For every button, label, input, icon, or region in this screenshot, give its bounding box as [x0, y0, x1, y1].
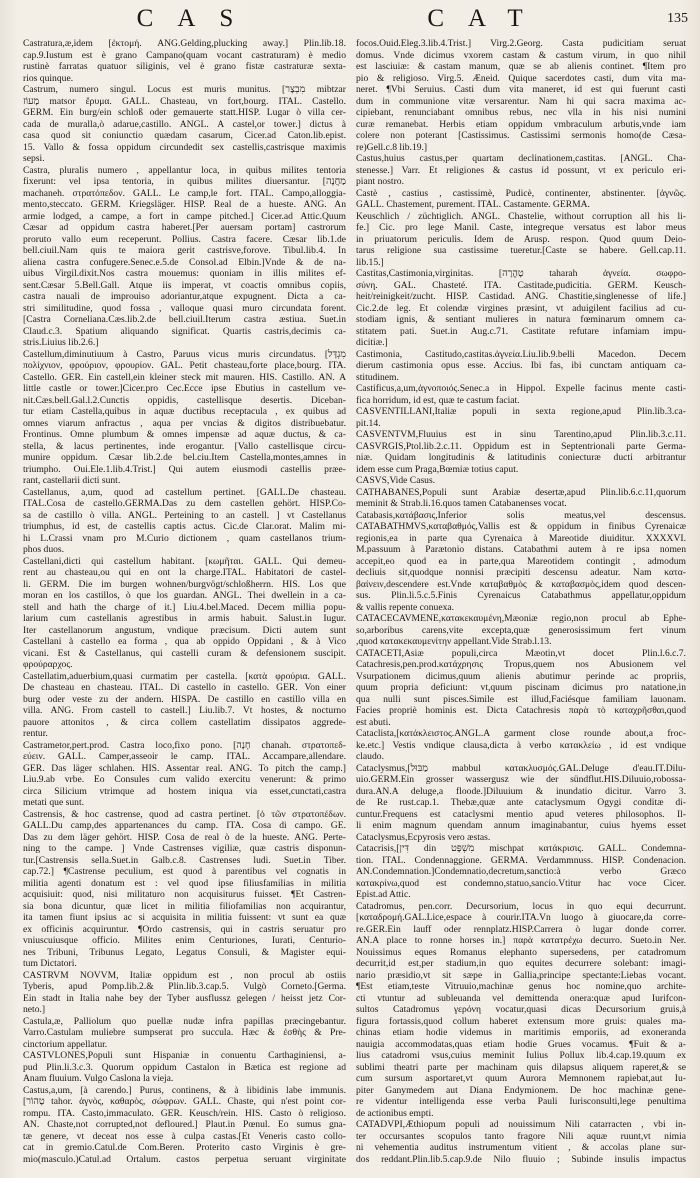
text-line: Vsurpationem dicimus,quum alienis abutimur perinde ac propriis,: [356, 670, 686, 682]
text-line: so,arboribus carens,vite excepta,quæ generosissimum fert vinum: [356, 624, 686, 636]
text-line: Liu.9.ab vrbe. Eo Consules cum valido exercitu venerunt: & primo: [23, 774, 346, 785]
text-line: ning to the campe. ] Vnde Castrenses vigiliæ, quæ castris disponun-: [23, 843, 346, 854]
text-line: Cataclysmus,[מַבּוּל mabbul κατακλυσμός.GAL.Deluge d'eau.IT.Dilu-: [356, 762, 686, 774]
text-line: lib.15.]: [356, 256, 384, 268]
text-line: uibus Virgil.dixit.Nos castra mouemus: quoniam in illis milites ef-: [23, 268, 346, 279]
text-line: Castellatim,aduerbium,quasi curmatim per castella. [κατὰ φρούρια. GALL.: [23, 670, 346, 682]
text-line: pit.14.: [356, 417, 381, 429]
text-line: Frontinus. Omne plumbum & omnes impensæ ad aquæ ductus, & ca-: [23, 429, 346, 440]
text-line: omnes viarum anfractus , aqua per vncias & digitos distribuebatur.: [23, 417, 346, 429]
text-line: Castellani à castello ea forma , qua ab oppido Oppidani , & à Vico: [23, 636, 346, 647]
text-line: sa de castillo ò villa. ANGL. Perteining to an castell. ] vt Castellanus: [23, 509, 346, 521]
text-line: rompu. ITA. Casto,immaculato. GER. Keusch/rein. HIS. Casto ò religioso.: [23, 1107, 346, 1119]
text-line: dum in communione vitæ versarentur. Nam hi qui sacra maxima ac-: [356, 95, 686, 107]
text-line: Castificus,a,um,ἁγνοποιός.Senec.a in Hippol. Expelle facinus mente casti-: [356, 383, 686, 394]
text-line: niæ. Quidam longitudinis & latitudinis coniecturæ ducti arbitrantur: [356, 452, 686, 463]
text-line: sepsi.: [23, 153, 45, 164]
text-line: ter occursantes scopulos tanto fragore Nili aquæ ruunt,vt nimia: [356, 1130, 686, 1142]
text-line: pauore attonitos , & circa collem castellatim dissipatos aggrede-: [23, 716, 346, 728]
text-line: ke.etc.] Vestis vndique clausa,dicta à verbo κατακλείω , id est vndique: [356, 739, 686, 751]
text-line: CASTVLONES,Populi sunt Hispaniæ in conuentu Carthaginiensi, a-: [23, 1050, 346, 1061]
text-line: κατακρίνω,quod est condemno,statuo,sancio.Vtitur hac voce Cicer.: [356, 877, 686, 889]
text-line: Anam fluuium. Vulgo Caslona la vieja.: [23, 1073, 174, 1084]
text-line: regionis,ea in parte qua Cyrenaica à Mareotide diuiditur. XXXXVI.: [356, 532, 686, 544]
text-line: Das zu dem läger gehört. HISP. Cosa de real ò de la hueste. ANG. Perte-: [23, 831, 346, 843]
text-line: rent au chasteau,ou qui en ont la charge.ITAL. Habitatori de castel-: [23, 567, 346, 578]
text-line: stitatem pati. Suet.in Aug.c.71. Castitate refutare infamiam impu-: [356, 325, 686, 337]
text-line: Cataclysmus,Ecpyrosis vero æstas.: [356, 831, 491, 843]
text-line: dicitiæ.]: [356, 337, 388, 348]
text-line: AN. Chaste,not corrupted,not defloured.] Plaut.in Pœnul. Eo sumus gna-: [23, 1119, 346, 1130]
text-line: cap.72.] ¶Castrense peculium, est quod à parentibus vel cognatis in: [23, 866, 346, 877]
running-head-left: CAS: [136, 5, 258, 32]
text-line: uio.GERM.Ein grosser wassergusz wie der sündflut.HIS.Diluuio,robossa-: [356, 774, 686, 785]
text-line: GALL.Du camp,des appartenances du camp. ITA. Cosa di campo. GE.: [23, 820, 346, 831]
text-line: εύειν. GALL. Camper,asseoir le camp. ITAL. Accampare,allendare.: [23, 751, 346, 762]
text-line: sent.Cæsar 5.Bell.Gall. Atque iis imperat, vt coactis omnibus copiis,: [23, 279, 346, 291]
text-line: metati que sunt.: [23, 797, 85, 808]
text-line: domus. Vnde dicimus vxorem castam & castum virum, in quo nihil: [356, 49, 686, 61]
text-line: ex officinis acquiruntur. ¶Ordo castrensis, qui in castris seruatur pro: [23, 923, 346, 935]
text-line: Epist.ad Attic.: [356, 889, 411, 900]
text-line: Catadromus, pen.corr. Decursorium, locus in quo equi decurrunt.: [356, 900, 686, 912]
text-line: Castrametor,pert.prod. Castra loco,fixo pono. [חָנָה chanah. στρατοπεδ-: [23, 739, 346, 751]
text-line: est abuti.: [356, 716, 391, 728]
text-line: chinas etiam hodie videmus in maritimis emporiis, ad exoneranda: [356, 1027, 686, 1038]
text-line: bell.ciuil.Nam quis te maiora gerit castrisve,forove. Tibul.lib.4. In: [23, 245, 346, 256]
text-line: larium cum castellanis agrestibus in armis habuit. Salust.in Iugur.: [23, 613, 346, 624]
text-line: מָעוֹז matsor ἔρυμα. GALL. Chasteau, vn fort,bourg. ITAL. Castello.: [23, 95, 346, 107]
text-line: accepit,eo quod ea in parte,qua Mareotidem contingit , admodum: [356, 555, 686, 567]
text-line: armie lodged, a campe, a fort in campe pitched.] Cicer.ad Attic.Quum: [23, 210, 346, 222]
text-line: σύνη. GAL. Chasteté. ITA. Castitade,pudicitia. GERM. Keusch-: [356, 279, 686, 291]
text-line: piter Ganymedem aut Diana Endymionem. De hoc machinæ gene-: [356, 1084, 686, 1096]
text-line: dura.AN.A deluge,a floode.]Diluuium & inundatio dicitur. Varro 3.: [356, 785, 686, 797]
text-line: Catachresis,pen.prod.κατάχρησις Tropus,quem nos Abusionem vel: [356, 659, 686, 670]
text-line: 15. Vallo & fossa oppidum circundedit sex castellis,castrisque maximis: [23, 141, 346, 153]
text-line: ¶Est etiam,teste Vitruuio,machinæ genus hoc nomine,quo archite-: [356, 981, 686, 992]
text-line: munire oppidum. Cæsar lib.2.de bel.ciu.Item Castella,montes,amnes in: [23, 452, 346, 463]
text-line: re.GER.Ein lauff oder rennplatz.HISP.Carrera ò lugar donde correr.: [356, 923, 686, 935]
text-line: Iter castellanorum angustum, vndique præcisum. Dicti autem sunt: [23, 624, 346, 636]
text-line: rentur.: [23, 728, 48, 739]
text-line: de Re rust.cap.1. Thebæ,quæ ante cataclysmum Ogygi conditæ di-: [356, 797, 686, 808]
text-line: claudo.: [356, 751, 384, 762]
text-line: De chasteau en chasteau. ITAL. Di castello in castello. GER. Von einer: [23, 682, 346, 693]
text-line: villa. ANG. From castell to castell.] Liu.lib.7. Vt hostes, & nocturno: [23, 705, 346, 716]
text-line: sus. Plin.li.5.c.5.Finis Cyrenaicus Catabathmus appellatur,oppidum: [356, 590, 686, 601]
text-line: re videntur intelligenda esse verba Pauli Iurisconsulti,lege penultima: [356, 1096, 686, 1107]
text-line: mio(masculo.)Catul.ad Ortalum. castos perpetua seruant virginitate: [23, 1153, 346, 1165]
text-line: militia agenti donatum est : vel quod ipse filiusfamilias in militia: [23, 877, 346, 889]
text-line: Castè , castius , castissimè, Pudicè, continenter, abstinenter. [ἁγνῶς.: [356, 187, 686, 199]
text-line: CATHABANES,Populi sunt Arabiæ desertæ,apud Plin.lib.6.c.11,quorum: [356, 486, 686, 498]
text-line: Castus,huius castus,per quartam declinationem,castitas. [ANGL. Cha-: [356, 153, 686, 164]
text-line: nauigia accommodatas,quas etiam hodie Grues vocamus. ¶Fuit & a-: [356, 1038, 686, 1050]
page-number: 135: [667, 11, 688, 26]
text-line: Catabasis,κατάβασις,Inferior solis meatus,vel descensus.: [356, 509, 686, 521]
text-line: fixerunt: vel ipsa tentoria, in quibus milites diuersantur. [מַחֲנֶה: [23, 176, 346, 187]
text-line: de actionibus empti.: [356, 1107, 434, 1119]
text-line: dos reddant.Plin.lib.5.cap.9.de Nilo fluuio ; Subinde insulis impactus: [356, 1153, 686, 1165]
text-line: figura fortassis,quod collum haberet extensum more gruis: quales ma-: [356, 1015, 686, 1027]
text-line: CASVENTILLANI,Italiæ populi in sexta regione,apud Plin.lib.3.ca-: [356, 406, 686, 417]
text-line: burg oder veste zu der andern. HISPA. De castillo en castillo villa en: [23, 693, 346, 705]
text-line: tion. ITAL. Condennaggione. GERMA. Verdammnuss. HISP. Condenacion.: [356, 854, 686, 866]
text-line: cinctorium appellatur.: [23, 1038, 108, 1050]
text-line: cum sursum asportaret,vt quum Aurora Memnonem rapiebat,aut Iu-: [356, 1073, 686, 1084]
text-line: piant nostro.: [356, 176, 404, 187]
text-line: aliena castra confugere.Senec.e.5.de Consol.ad Elbin.]Vnde & de na-: [23, 256, 346, 268]
text-line: GERM. Ein burg/ein schloß oder gemauerte statt.HISP. Lugar ò villa cer-: [23, 107, 346, 118]
text-line: ,quod κατακεκαυμενίτην appellant.Vide Strab.l.13.: [356, 636, 552, 647]
text-line: rustinè farratas quatuor siliginis, vel è grano fistæ castraturæ sexta-: [23, 61, 346, 72]
text-line: φρούραρχος.: [23, 659, 73, 670]
text-line: CASVS,Vide Casus.: [356, 475, 436, 486]
text-line: M.passuum à Parætonio distans. Catabathmi autem à re ipsa nomen: [356, 544, 686, 555]
text-line: tur.[Castrensis sella.Suet.in Galb.c.8. Castrenses ludi. Suet.in Tiber.: [23, 854, 346, 866]
text-line: AN.A place to ronne horses in.] παρὰ κατατρέχω decurro. Sueto.in Ner.: [356, 935, 686, 946]
text-line: stris.Liuius lib.2.6.]: [23, 337, 99, 348]
text-line: vicani. Est & Castellanus, qui castelli curam & defensionem suscipit.: [23, 647, 346, 659]
text-line: tur etiam Castella,quibus in aquæ ductibus receptacula , ex quibus ad: [23, 406, 346, 417]
text-line: stella, & lacus pertinentes, inde erogantur. [Vallo castellisque circu-: [23, 440, 346, 452]
text-line: & vallis repente conuexa.: [356, 601, 455, 613]
text-line: proruto vallo eum receperunt. Pollius. Castra facere. Cæsar lib.1.de: [23, 233, 346, 245]
text-line: cipiebant, renunciabant omnibus rebus, nec vlla in his nisi numini: [356, 107, 686, 118]
text-line: Catacrisis,[דִּין din מִשְׁפָּט mischpat κατάκρισις. GALL. Condemna-: [356, 843, 686, 854]
left-column: [23, 38, 346, 1165]
text-line: triumpho. Oui.Ele.1.lib.4.Trist.] Qui autem eiusmodi castellis præe-: [23, 463, 346, 475]
text-line: Tyberis, apud Pomp.lib.2.& Plin.lib.3.cap.5. Vulgò Corneto.[Germa.: [23, 981, 346, 992]
text-line: in priuatorum periculis. Idem de Arusp. respon. Quod quum Deio-: [356, 233, 686, 245]
text-line: casa quod sit coniunctio quædam casarum, Cicer.ad Caton.lib.epist.: [23, 130, 346, 141]
text-line: Cataclista,[κατάκλειστος.ANGL.A garment close rounde about,a froc-: [356, 728, 686, 739]
text-line: CASTRVM NOVVM, Italiæ oppidum est , non procul ab ostiis: [23, 969, 346, 981]
text-line: Ein stadt in Italia nahe bey der Tyber ausflussz gelegen / heisst jetz Cor-: [23, 992, 346, 1004]
text-line: stenesse.] Varr. Et religiones & castus id possunt, vt ex periculo eri-: [356, 164, 686, 176]
text-line: cti vtuntur ad subleuanda vel demittenda onera:quæ apud Iurifcon-: [356, 992, 686, 1004]
text-line: AN.Condemnation.]Condemnatio,decretum,sanctio:à verbo Græco: [356, 866, 686, 877]
text-line: CASVENTVM,Fluuius est in sinu Tarentino,apud Plin.lib.3.c.11.: [356, 429, 686, 440]
text-line: Castrum, numero singul. Locus est muris munitus. [מִבְצָר mibtzar: [23, 84, 346, 95]
text-line: ita tamen fiunt ipsius ac si acquisita in militia fuissent: vt sunt ea quæ: [23, 912, 346, 923]
text-line: Castellani,dicti qui castellum habitant. [κωμῆται. GALL. Qui demeu-: [23, 555, 346, 567]
text-line: Castratura,æ,idem [ἐκτομή. ANG.Gelding,plucking away.] Plin.lib.18.: [23, 38, 346, 49]
text-line: li. GERM. Die im burgen wohnen/burgvögt/schloßherrn. HIS. Los que: [23, 578, 346, 590]
text-line: CASVRGIS,Ptol.lib.2.c.11. Oppidum est in Septentrionali parte Germa-: [356, 440, 686, 452]
text-line: nit.Cæs.bell.Gal.l.2.Cunctis oppidis, castellisque desertis. Diceban-: [23, 394, 346, 406]
text-line: Castus,a,um, [à carendo.] Purus, continens, & à libidinis labe immunis.: [23, 1084, 346, 1096]
text-line: Facies propriè hominis est. Dicta Catachresis παρὰ τὸ καταχρῆσθαι,quod: [356, 705, 686, 716]
text-line: cat in gremio.Catul.de Com.Beren. Proterito casto Virginis è gre-: [23, 1142, 346, 1153]
text-line: re)Gell.c.8 lib.19.]: [356, 141, 428, 153]
text-line: Castitas,Castimonia,virginitas. [טָהֳרָה taharah ἁγνεία. σωφρο-: [356, 268, 686, 279]
text-line: qua nulli sunt pisces.Simile est illud,Faciésque familiam lauonam.: [356, 693, 686, 705]
text-line: Cæsar ad oppidum castra haberet.[Per auersam portam] castrorum: [23, 222, 346, 233]
text-line: triumphus, id est, de castellis captis actus. Cic.de Clar.orat. Malim mi-: [23, 521, 346, 532]
text-line: cuntur.Frequens est cataclysmi mentio apud veteres philosophos. Il-: [356, 808, 686, 820]
text-line: cap.9.Iustum est è grano Campano(quam vocant castraturam) è medio: [23, 49, 346, 61]
text-line: Varro.Castulam muliebre sumpserat pro succula. Hæc & ἐσθὴς & Pre-: [23, 1027, 346, 1038]
text-line: pud Plin.li.3.c.3. Quorum oppidum Castalon in Bætica est regione ad: [23, 1061, 346, 1073]
text-line: Castimonia, Castitudo,castitas.ἁγνεία.Liu.lib.9.belli Macedon. Decem: [356, 348, 686, 360]
text-line: tarus religione sua castissime tueretur.[Caste se habere. Gell.cap.11.: [356, 245, 686, 256]
text-line: tæ genere, vt deceat nos esse à culpa castas.[Et Veneris casto collo-: [23, 1130, 346, 1142]
text-line: stodiam ignis, & sentiant mulieres in natura fœminarum omnem ca-: [356, 314, 686, 325]
text-line: Castello. GER. Ein castell,ein kleiner steck mit mauren. HIS. Castillo. AN. A: [23, 371, 346, 383]
text-line: GALL. Chastement, purement. ITAL. Castamente. GERMA.: [356, 199, 590, 210]
text-line: πολίχνιον, φρούριον, φρουρίον. GAL. Petit chasteau,forte place,bourg. ITA.: [23, 360, 346, 371]
text-line: mento,steccato. GERM. Kriegsläger. HISP. Real de a hueste. ANG. An: [23, 199, 346, 210]
text-line: rant, castellarii dicti sunt.: [23, 475, 121, 486]
text-line: Castula,æ, Palliolum quo puellæ nudæ infra papillas præcingebantur.: [23, 1015, 346, 1027]
text-line: sublimi theatri parte per machinam quis dilapsus aliquem raperet,& se: [356, 1061, 686, 1073]
text-line: tum Dictatori.: [23, 958, 77, 969]
text-line: CATACECAVMENE,κατακεκαυμένη,Mæoniæ regio,non procul ab Ephe-: [356, 613, 686, 624]
text-line: Keuschlich / züchtiglich. ANGL. Chastelie, without corruption all his li-: [356, 210, 686, 222]
text-line: Castrensis, & hoc castrense, quod ad castra pertinet. [ὁ τῶν στρατοπέδων.: [23, 808, 346, 820]
text-line: rios quinque.: [23, 72, 74, 84]
text-line: curæ remanebat. Herbis etiam oppidum vmbraculum arbutis,vnde iam: [356, 118, 686, 130]
text-line: heit/reinigkeit/zucht. HISP. Castidad. ANG. Chastitie,singlenesse of life.]: [356, 291, 686, 302]
text-line: sultos Catadromus γερόνη vocatur,quasi dicas Decursorium gruis,à: [356, 1004, 686, 1015]
text-line: Castellum,diminutiuum à Castro, Paruus vicus muris circundatus. [מִגְדָּל: [23, 348, 346, 360]
text-line: ni vehementia auditus instrumentum vitient , & accolas plane sur-: [356, 1142, 686, 1153]
text-line: castra nauali de improuiso adoriantur,atque expugnent. Dicta a ca-: [23, 291, 346, 302]
right-column: [356, 38, 686, 1165]
text-line: est lasciuiæ: & castam manum, quæ se ab alienis continet. ¶Item pro: [356, 61, 686, 72]
text-line: cada de muralla,ò adarue,castillo. ANGL. A castel,or tower.] dictus à: [23, 118, 346, 130]
text-line: li enim magnum quendam annum imaginabantur, cuius hyems esset: [356, 820, 686, 831]
text-line: Castellanus, a,um, quod ad castellum pertinet. [GALL.De chasteau.: [23, 486, 346, 498]
text-line: decliuis sit,quodque nonnisi præcipiti descensu adeatur. Nam κατα-: [356, 567, 686, 578]
text-line: Castra, pluralis numero , appellantur loca, in quibus milites tentoria: [23, 164, 346, 176]
text-line: vniuscuiusque officio. Milites enim Centuriones, Iurati, Centurio-: [23, 935, 346, 946]
text-line: idem esse cum Praga,Bœmiæ totius caput.: [356, 463, 519, 475]
text-line: moran en los castillos, ò que los guardan. ANGL. Thei dwellein in a ca-: [23, 590, 346, 601]
text-line: [Castra Corneliana.Cæs.lib.2.de bell.ciuil.Iterum castra æstiua. Suet.in: [23, 314, 346, 325]
text-line: hi L.Crassi vnam pro M.Curio dictionem , quam castellanos trium-: [23, 532, 346, 544]
text-line: pio & religioso. Virg.5. Æneid. Quique sacerdotes casti, dum vita ma-: [356, 72, 686, 84]
text-line: decurrit,id est,per stadium,in quo equites decurrere solebant: imagi-: [356, 958, 686, 969]
text-line: Claud.c.3. Spatium aliquando significat. Quartis castris,decimis ca-: [23, 325, 346, 337]
text-line: Cic.2.de leg. Et colendæ virgines præsint, vt aduigilent facilius ad cu-: [356, 302, 686, 314]
text-line: sia bona dicuntur, quæ licet in militia filiofamilias non acquirantur,: [23, 900, 346, 912]
text-line: stitudinem.: [356, 371, 399, 383]
text-line: lius catadromi vsus,cuius meminit Iulius Pollux lib.4.cap.19.quum ex: [356, 1050, 686, 1061]
text-line: ITAL.Cosa de castello.GERMA.Das zu dem castellen gehört. HISP.Co-: [23, 498, 346, 509]
text-line: acquisiuit: quod, nisi militaturo non acquisiturus fuisset. ¶Et Castren-: [23, 889, 346, 900]
text-line: fe.] Cic. pro lege Manil. Caste, integreque versatus est labor meus: [356, 222, 686, 233]
text-line: nario præsidio,vt sit sæpe in Gallia,principe spectante:Liebas vocant.: [356, 969, 686, 981]
text-line: neto.]: [23, 1004, 46, 1015]
text-line: machaneh. στρατόπεδον. GALL. Le camp,le fort. ITAL. Campo,alloggia-: [23, 187, 346, 199]
text-line: CATACETI,Asiæ populi,circa Mæotin,vt docet Plin.l.6.c.7.: [356, 647, 686, 659]
text-line: nes Tribuni, Tribunus Legato, Legatus Consuli, & Magister equi-: [23, 946, 346, 958]
text-line: colere non poterant [Castissimus. Castissimi sermonis homo(de Cæsa-: [356, 130, 686, 141]
text-line: little castle or tower.]Cicer.pro Cec.Ecce ipse Ebutius in castellum ve-: [23, 383, 346, 394]
text-line: stell and hath the charge of it.] Liu.4.bel.Maced. Decem millia popu-: [23, 601, 346, 613]
text-line: CATADVPI,Æthiopum populi ad nouissimum Nili catarracten , vbi in-: [356, 1119, 686, 1130]
text-line: quum propria deficiunt: vt,quum piscinam dicimus pro natatione,in: [356, 682, 686, 693]
text-line: phos duos.: [23, 544, 65, 555]
text-line: βαίνειν,descendere est.Vnde καταβαθμὸς & καταβασμὸς,idem quod descen-: [356, 578, 686, 590]
running-head-right: CAT: [427, 5, 547, 32]
text-line: neret. ¶Vbi Seruius. Casti dum vita maneret, id est qui fuerunt casti: [356, 84, 686, 95]
text-line: fica horridum, id est, quæ te castum faciat.: [356, 394, 520, 406]
text-line: stri similitudine, quod fossa , valloque quasi muro circundata forent.: [23, 302, 346, 314]
text-line: GER. Das läger schlahen. HIS. Assentar real. ANG. To pitch the camp.]: [23, 762, 346, 774]
text-line: CATABATHMVS,καταβαθμός,Vallis est & oppidum in finibus Cyrenaicæ: [356, 521, 686, 532]
text-line: dierum castimonia opus esse. Accius. Ibi fas, ibi cunctam antiquam ca-: [356, 360, 686, 371]
text-line: Nouissimus eques Romanus elephanto supersedens, per catadromum: [356, 946, 686, 958]
text-line: focos.Ouid.Eleg.3.lib.4.Trist.] Virg.2.Georg. Casta pudicitiam seruat: [356, 38, 686, 49]
text-line: [καταδρομή.GAL.Lice,espace à courir.ITA.Vn luogo à giuocare,da corre-: [356, 912, 686, 923]
text-line: [טָהוֹר tahor. ἁγνὸς, καθαρὸς, σώφρων. GALL. Chaste, qui n'est point cor-: [23, 1096, 346, 1107]
text-line: circa Silicium vtrimque ad hostem iniqua via esset,cunctati,castra: [23, 785, 346, 797]
text-line: meminit & Strab.li.16.quos tamen Catabanenses vocat.: [356, 498, 567, 509]
